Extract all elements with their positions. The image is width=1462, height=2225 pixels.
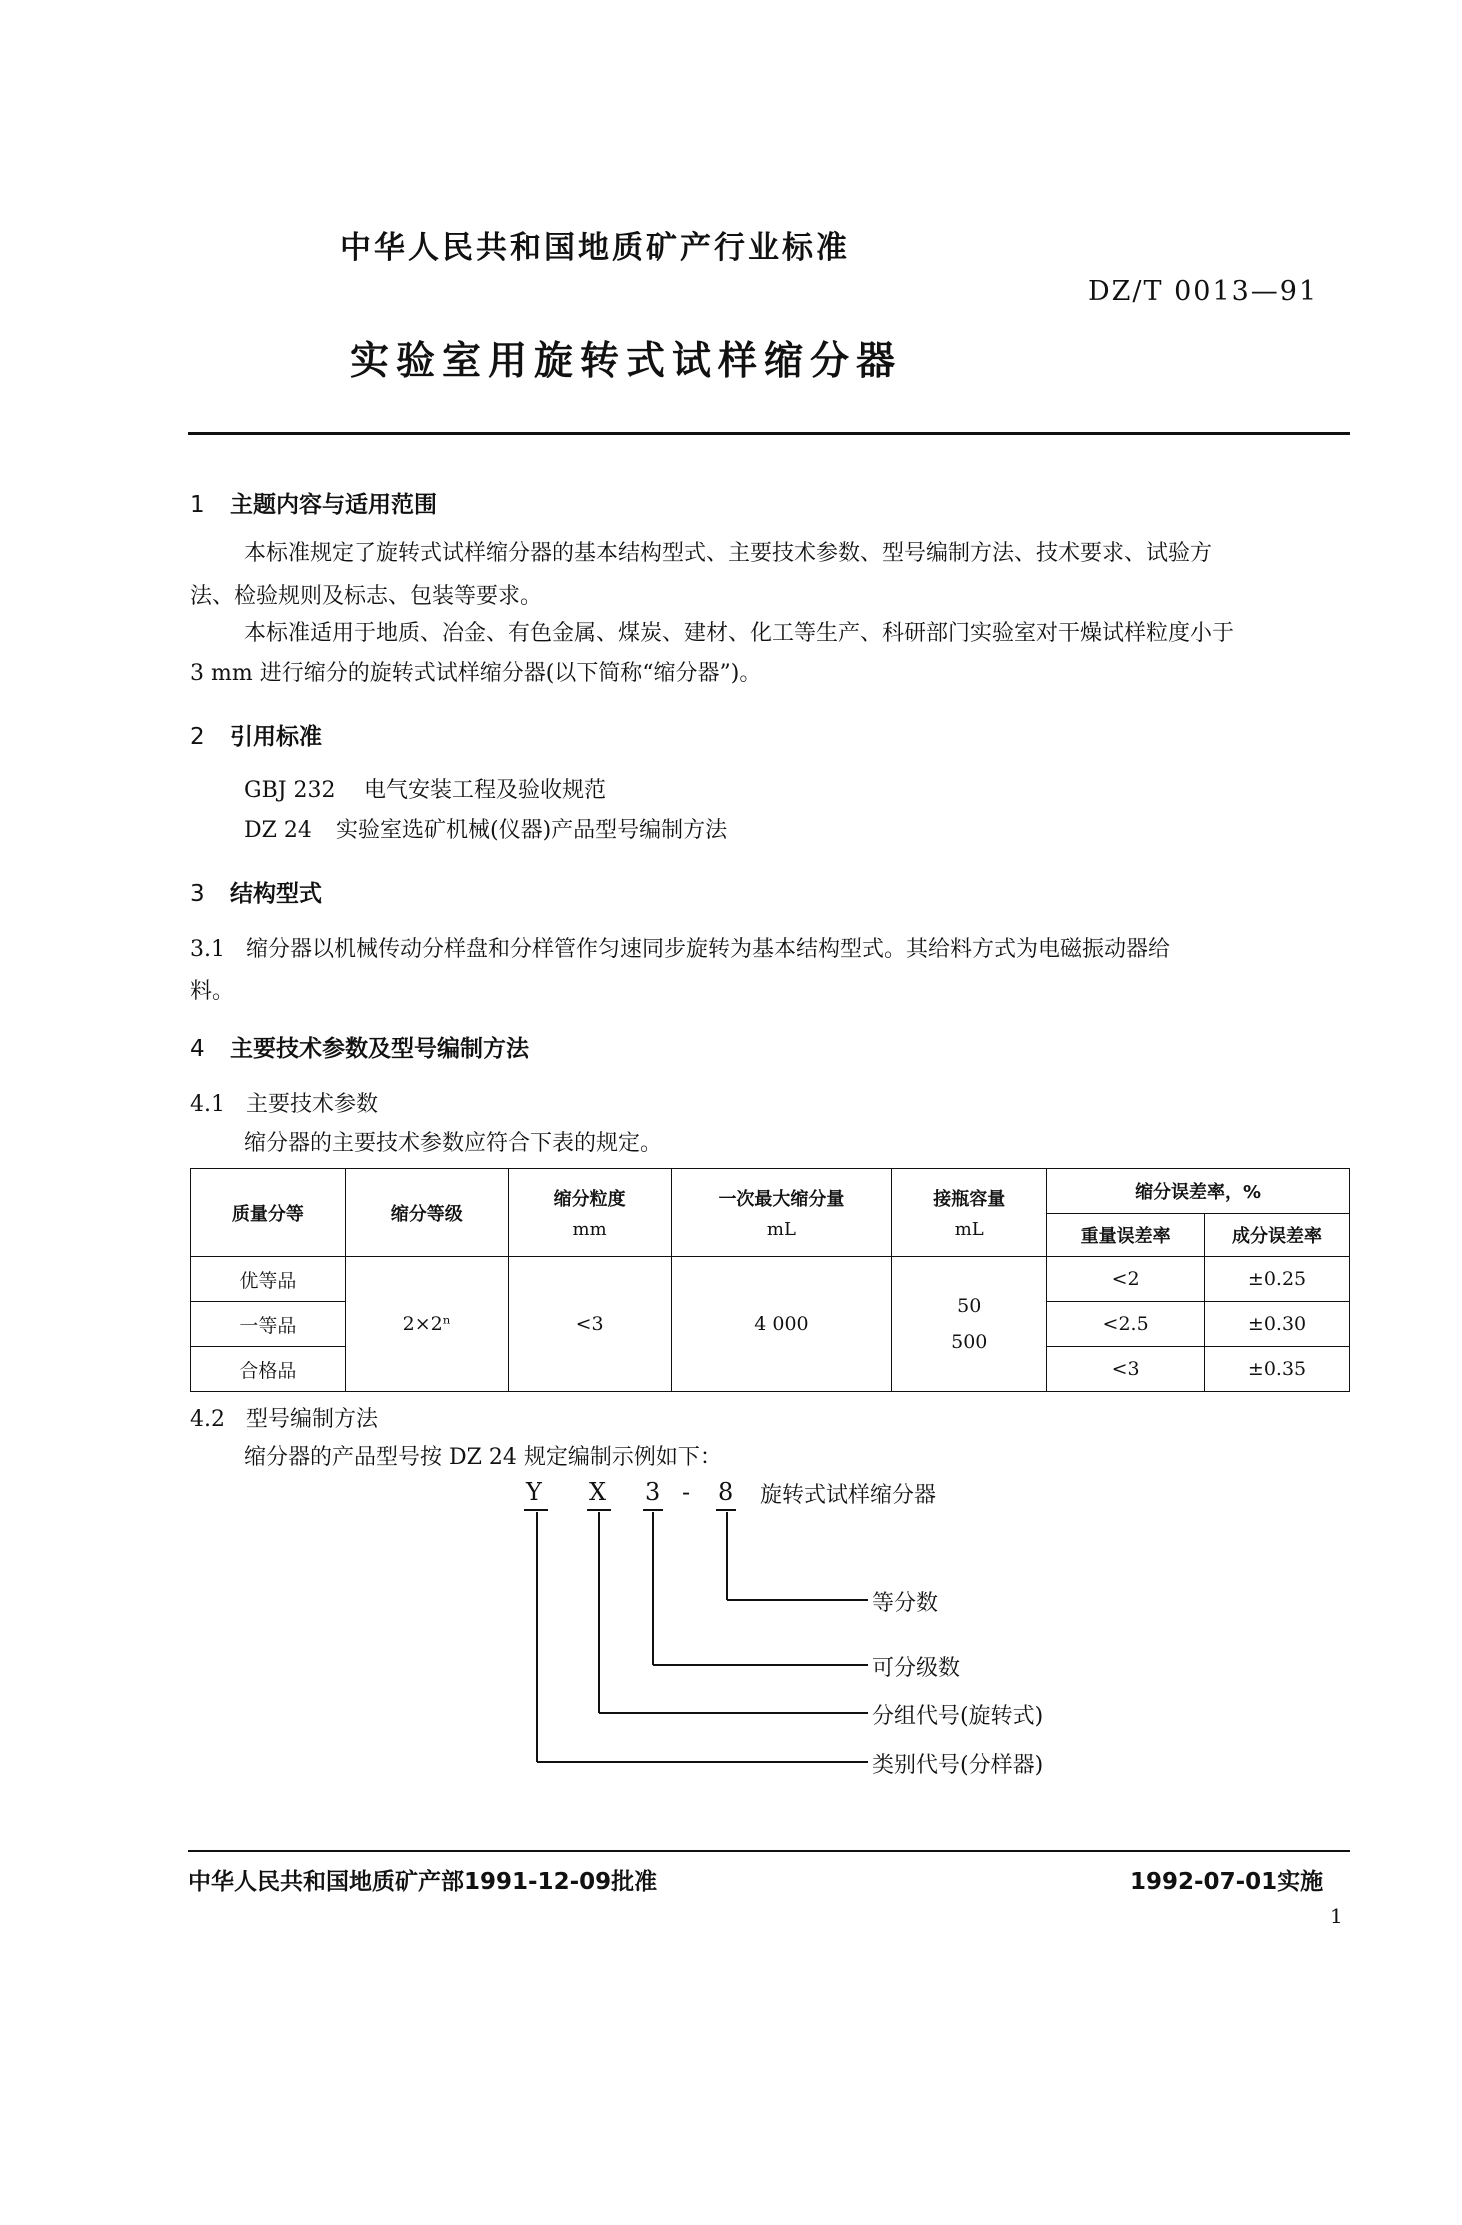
document-title: 实验室用旋转式试样缩分器	[350, 339, 903, 384]
section-4-1-heading: 4.1 主要技术参数	[190, 1092, 379, 1117]
max-cell: 4 000	[671, 1257, 892, 1392]
model-digit-levels: 3	[645, 1478, 661, 1506]
section-4-1-text: 缩分器的主要技术参数应符合下表的规定。	[244, 1131, 663, 1156]
header-max: 一次最大缩分量 mL	[671, 1169, 892, 1257]
bottle-cell: 50 500	[892, 1257, 1047, 1392]
header-bottle: 接瓶容量 mL	[892, 1169, 1047, 1257]
header-composition-error: 成分误差率	[1205, 1214, 1350, 1257]
label-group-code: 分组代号(旋转式)	[872, 1704, 1044, 1729]
model-product-name: 旋转式试样缩分器	[760, 1483, 937, 1508]
section-1-heading: 1 主题内容与适用范围	[190, 492, 437, 518]
header-error: 缩分误差率，%	[1047, 1169, 1350, 1214]
weight-error-cell: <2.5	[1047, 1302, 1205, 1347]
composition-error-cell: ±0.35	[1205, 1347, 1350, 1392]
section-4-heading: 4 主要技术参数及型号编制方法	[190, 1036, 529, 1062]
model-dash: -	[682, 1478, 691, 1506]
header-weight-error: 重量误差率	[1047, 1214, 1205, 1257]
section-4-2-text: 缩分器的产品型号按 DZ 24 规定编制示例如下：	[244, 1445, 722, 1470]
model-letter-group: X	[589, 1478, 607, 1506]
section-4-2-heading: 4.2 型号编制方法	[190, 1407, 379, 1432]
model-digit-parts: 8	[718, 1478, 734, 1506]
reference-2: DZ 24 实验室选矿机械(仪器)产品型号编制方法	[244, 818, 728, 843]
effective-date: 1992-07-01实施	[1130, 1869, 1324, 1895]
header-quality: 质量分等	[191, 1169, 346, 1257]
approval-statement: 中华人民共和国地质矿产部1991-12-09批准	[188, 1869, 658, 1895]
page-number: 1	[1330, 1904, 1343, 1928]
section-3-heading: 3 结构型式	[190, 881, 322, 907]
header-particle: 缩分粒度 mm	[508, 1169, 671, 1257]
section-1-p1-line2: 法、检验规则及标志、包装等要求。	[190, 584, 543, 609]
label-category-code: 类别代号(分样器)	[872, 1753, 1044, 1778]
grade-cell: 2×2ⁿ	[345, 1257, 508, 1392]
weight-error-cell: <3	[1047, 1347, 1205, 1392]
particle-cell: <3	[508, 1257, 671, 1392]
section-3-1-line2: 料。	[190, 979, 235, 1004]
quality-cell: 合格品	[191, 1347, 346, 1392]
weight-error-cell: <2	[1047, 1257, 1205, 1302]
quality-cell: 优等品	[191, 1257, 346, 1302]
reference-1: GBJ 232 电气安装工程及验收规范	[244, 778, 607, 803]
composition-error-cell: ±0.30	[1205, 1302, 1350, 1347]
section-2-heading: 2 引用标准	[190, 724, 322, 750]
section-1-p1-line1: 本标准规定了旋转式试样缩分器的基本结构型式、主要技术参数、型号编制方法、技术要求、试验方	[244, 541, 1213, 566]
quality-cell: 一等品	[191, 1302, 346, 1347]
label-equal-parts: 等分数	[872, 1591, 939, 1616]
standard-code: DZ/T 0013—91	[1088, 276, 1319, 307]
model-letter-category: Y	[526, 1478, 542, 1506]
composition-error-cell: ±0.25	[1205, 1257, 1350, 1302]
header-grade: 缩分等级	[345, 1169, 508, 1257]
standard-category: 中华人民共和国地质矿产行业标准	[340, 230, 850, 266]
section-3-1-line1: 3.1 缩分器以机械传动分样盘和分样管作匀速同步旋转为基本结构型式。其给料方式为电磁振动器给	[190, 937, 1171, 962]
footer-rule	[188, 1850, 1350, 1852]
label-levels: 可分级数	[872, 1656, 961, 1681]
section-1-p2-line1: 本标准适用于地质、冶金、有色金属、煤炭、建材、化工等生产、科研部门实验室对干燥试样粒度小于	[244, 621, 1235, 646]
section-1-p2-line2: 3 mm 进行缩分的旋转式试样缩分器(以下简称“缩分器”)。	[190, 661, 762, 686]
